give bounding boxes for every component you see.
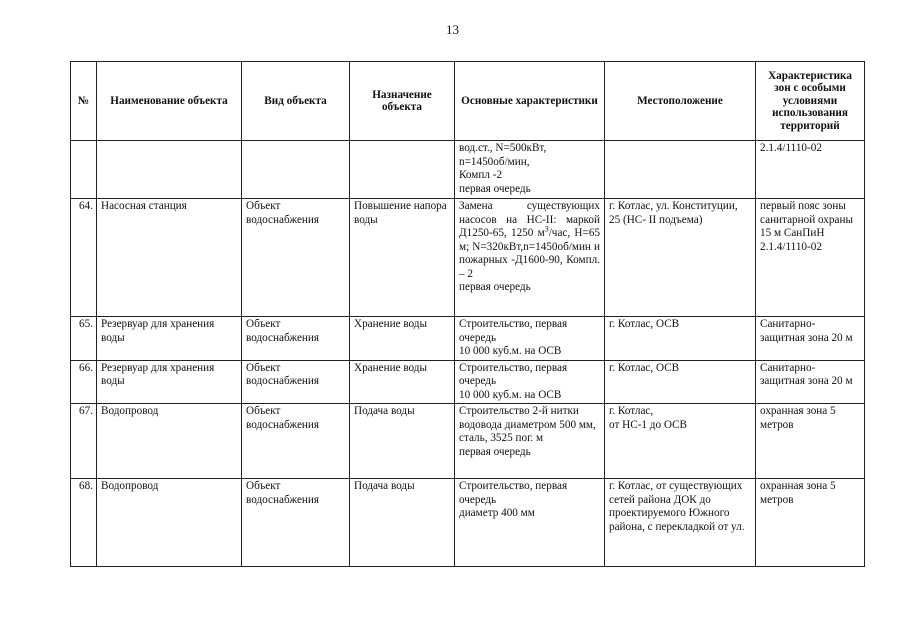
cell-characteristics [455,317,605,361]
cell-num: 65. [71,317,97,361]
table-row [71,479,865,567]
cell-characteristics [455,360,605,404]
cell-zone: Санитарно-защитная зона 20 м [756,360,865,404]
header-number: № [71,62,97,141]
cell-location [605,141,756,199]
cell-num: 68. [71,479,97,567]
cell-num: 66. [71,360,97,404]
cell-name: Водопровод [97,479,242,567]
cell-zone: 2.1.4/1110-02 [756,141,865,199]
characteristics-text: Замена существующих насосов на НС-II: маркой Д1250-65, 1250 м [459,200,600,239]
characteristics-line: вод.ст., N=500кВт, [459,142,547,154]
characteristics-text: Строительство, первая очередь [459,480,568,506]
cell-type [242,141,350,199]
characteristics-line: первая очередь [459,445,531,458]
table-row [71,404,865,479]
characteristics-text: Строительство 2-й нитки водовода диаметром 500 мм, сталь, 3525 пог. м [459,405,596,444]
cell-type: Объект водоснабжения [242,404,350,479]
cell-purpose [350,141,455,199]
objects-table [70,61,865,567]
cell-location: г. Котлас, от существующих сетей района ДОК до проектируемого Южного района, с перекладкой от ул. [605,479,756,567]
cell-zone: Санитарно-защитная зона 20 м [756,317,865,361]
cell-purpose: Подача воды [350,479,455,567]
characteristics-line: n=1450об/мин, [459,155,530,168]
cell-num [71,141,97,199]
characteristics-line: 10 000 куб.м. на ОСВ [459,388,562,401]
header-type: Вид объекта [242,62,350,141]
cell-characteristics [455,199,605,317]
cell-name: Резервуар для хранения воды [97,360,242,404]
characteristics-line: 10 000 куб.м. на ОСВ [459,345,562,357]
cell-characteristics [455,404,605,479]
cell-num: 64. [71,199,97,317]
characteristics-line: первая очередь [459,281,531,293]
cell-name [97,141,242,199]
cell-zone: охранная зона 5 метров [756,479,865,567]
cell-location: г. Котлас, ОСВ [605,360,756,404]
header-characteristics: Основные характеристики [455,62,605,141]
table-header-row [71,62,865,141]
cell-name: Насосная станция [97,199,242,317]
cell-location: г. Котлас, ОСВ [605,317,756,361]
header-zone: Характеристика зон с особыми условиями использования территорий [756,62,865,141]
cell-purpose: Подача воды [350,404,455,479]
header-purpose: Назначение объекта [350,62,455,141]
cell-purpose: Хранение воды [350,317,455,361]
cell-characteristics [455,141,605,199]
cell-purpose: Повышение напора воды [350,199,455,317]
cell-zone: первый пояс зоны санитарной охраны 15 м СанПиН 2.1.4/1110-02 [756,199,865,317]
table-row-continuation [71,141,865,199]
table-row [71,317,865,361]
superscript-3: 3 [544,224,549,234]
characteristics-text: /час, H=65 м; N=320кВт,n=1450об/мин и пожарных -Д1600-90, Компл. – 2 [459,227,601,280]
cell-name: Резервуар для хранения воды [97,317,242,361]
cell-zone: охранная зона 5 метров [756,404,865,479]
cell-location: г. Котлас, ул. Конституции, 25 (НС- II подъема) [605,199,756,317]
cell-characteristics [455,479,605,567]
header-name: Наименование объекта [97,62,242,141]
characteristics-text: Строительство, первая очередь [459,361,568,387]
page-number: 13 [446,22,459,37]
cell-type: Объект водоснабжения [242,479,350,567]
cell-num: 67. [71,404,97,479]
table-row [71,199,865,317]
table-row [71,360,865,404]
cell-type: Объект водоснабжения [242,317,350,361]
cell-name: Водопровод [97,404,242,479]
cell-type: Объект водоснабжения [242,360,350,404]
cell-location [605,404,756,479]
cell-type: Объект водоснабжения [242,199,350,317]
characteristics-text: Строительство, первая очередь [459,318,568,344]
location-line: от НС-1 до ОСВ [609,418,688,431]
characteristics-line: диаметр 400 мм [459,507,535,519]
characteristics-line: первая очередь [459,182,531,195]
characteristics-line: Компл -2 [459,169,503,181]
location-line: г. Котлас, [609,405,654,417]
header-location: Местоположение [605,62,756,141]
cell-purpose: Хранение воды [350,360,455,404]
